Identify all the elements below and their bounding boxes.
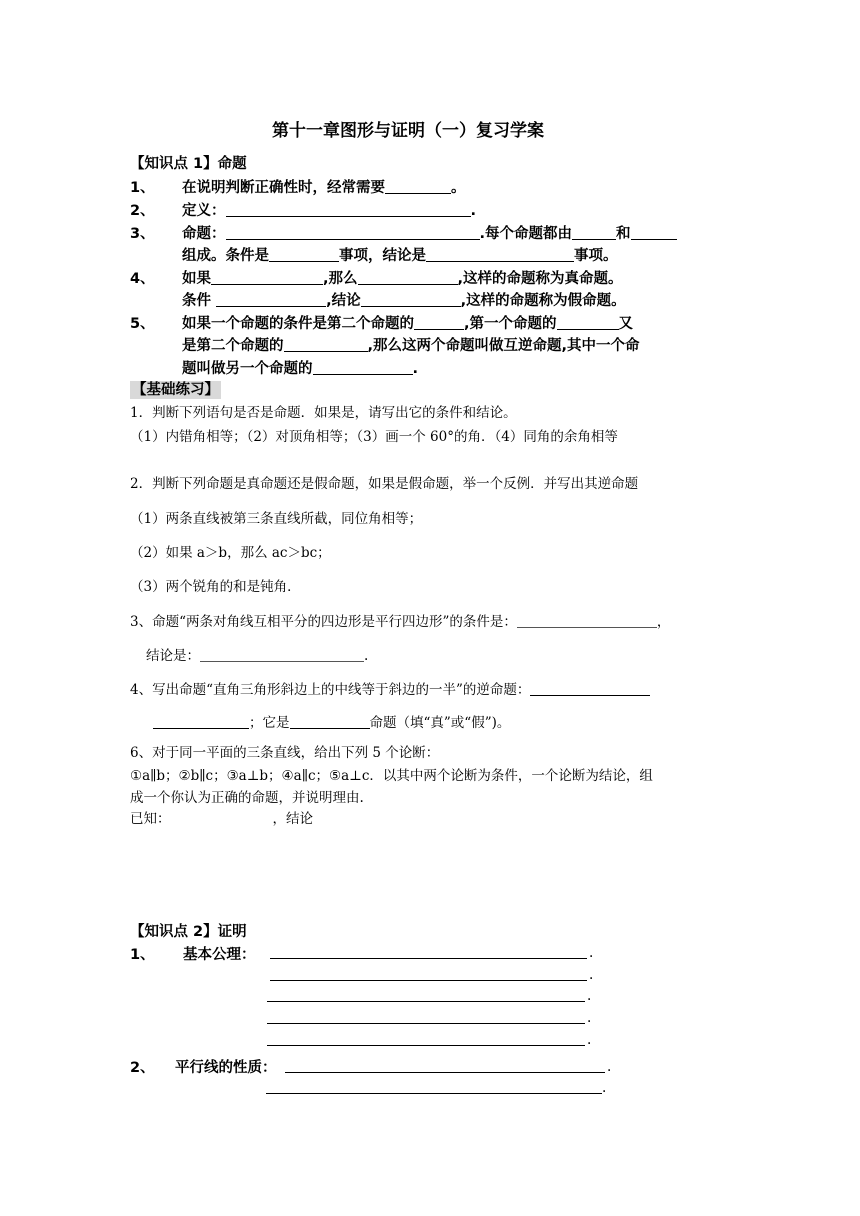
item-text: 条件 — [182, 293, 217, 309]
question-2-part-3: （3）两个锐角的和是钝角． — [130, 579, 301, 595]
question-3-line-2 — [146, 644, 368, 664]
fill-blank[interactable] — [530, 681, 650, 696]
item-text: 在说明判断正确性时，经常需要 — [182, 180, 385, 196]
s1-item-5-cont2 — [182, 357, 418, 378]
item-text: ,第一个命题的 — [464, 316, 557, 332]
question-1: 1．判断下列语句是否是命题．如果是，请写出它的条件和结论。 — [130, 405, 517, 421]
question-4-line-2 — [153, 711, 510, 731]
question-3-line-1 — [130, 610, 670, 630]
question-1-options: （1）内错角相等；（2）对顶角相等；（3）画一个 60°的角．（4）同角的余角相等 — [130, 429, 618, 445]
conclusion-label: ，结论 — [272, 811, 313, 827]
s1-item-2 — [130, 199, 477, 220]
answer-line[interactable] — [270, 980, 587, 981]
fill-blank[interactable] — [572, 225, 616, 240]
question-6-line-1: ①a∥b；②b∥c；③a⊥b；④a∥c；⑤a⊥c．以其中两个论断为条件，一个论断为结论，组 — [130, 768, 653, 784]
fill-blank[interactable] — [358, 270, 458, 285]
fill-blank[interactable] — [426, 247, 574, 262]
answer-line[interactable] — [267, 1023, 585, 1024]
parallel-properties-label: 平行线的性质： — [175, 1060, 277, 1076]
item-text: 又 — [618, 316, 634, 332]
item-number: 2、 — [130, 203, 155, 219]
item-number: 1、 — [130, 947, 155, 963]
basic-axioms-label: 基本公理： — [183, 947, 256, 963]
question-text: ， — [656, 614, 671, 630]
section1-header: 【知识点 1】命题 — [130, 156, 247, 172]
fill-blank[interactable] — [216, 292, 326, 307]
item-text: 命题： — [182, 226, 226, 242]
question-text: 3、命题“两条对角线互相平分的四边形是平行四边形”的条件是： — [130, 614, 517, 630]
answer-line[interactable] — [266, 1093, 602, 1094]
fill-blank[interactable] — [290, 714, 370, 729]
s1-item-4 — [130, 267, 623, 288]
line-end-period: . — [607, 1059, 612, 1075]
fill-blank[interactable] — [226, 202, 471, 217]
question-6-line-2: 成一个你认为正确的命题，并说明理由. — [130, 790, 364, 806]
question-4-line-1 — [130, 678, 650, 698]
item-text: ,那么 — [323, 271, 358, 287]
item-text: 事项，结论是 — [339, 248, 426, 264]
line-end-period: . — [589, 967, 594, 983]
fill-blank[interactable] — [385, 179, 451, 194]
question-2-part-1: （1）两条直线被第三条直线所截，同位角相等； — [130, 511, 423, 527]
fill-blank[interactable] — [269, 247, 339, 262]
s2-item-2 — [130, 1056, 277, 1077]
item-text: 如果 — [182, 271, 211, 287]
line-end-period: . — [587, 988, 592, 1004]
item-number: 3、 — [130, 226, 155, 242]
line-end-period: . — [587, 1010, 592, 1026]
item-text: ,那么这两个命题叫做互逆命题,其中一个命 — [367, 338, 640, 354]
item-text: . — [470, 203, 477, 219]
s1-item-5 — [130, 312, 634, 333]
fill-blank[interactable] — [517, 613, 657, 628]
fill-blank[interactable] — [631, 225, 677, 240]
question-6-known — [130, 807, 313, 827]
practice-header — [130, 378, 221, 399]
answer-line[interactable] — [285, 1072, 605, 1073]
practice-header-text: 【基础练习】 — [132, 382, 219, 398]
question-2-part-2: （2）如果 a＞b，那么 ac＞bc； — [130, 545, 331, 561]
item-number: 2、 — [130, 1060, 155, 1076]
question-text: 结论是： — [146, 648, 200, 664]
item-text: .每个命题都由 — [479, 226, 573, 242]
s1-item-3-cont — [182, 244, 618, 265]
s1-item-4-cont — [182, 289, 626, 310]
item-text: 和 — [616, 226, 631, 242]
item-text: 事项。 — [574, 248, 618, 264]
item-number: 4、 — [130, 271, 155, 287]
fill-blank[interactable] — [153, 714, 249, 729]
item-number: 1、 — [130, 180, 155, 196]
s1-item-5-cont1 — [182, 334, 640, 355]
question-text: ；它是 — [249, 715, 290, 731]
question-6: 6、对于同一平面的三条直线，给出下列 5 个论断： — [130, 745, 440, 761]
answer-line[interactable] — [267, 1045, 585, 1046]
question-text: 4、写出命题“直角三角形斜边上的中线等于斜边的一半”的逆命题： — [130, 682, 531, 698]
line-end-period: . — [587, 1032, 592, 1048]
known-label: 已知： — [130, 811, 171, 827]
item-text: ,结论 — [326, 293, 361, 309]
fill-blank[interactable] — [211, 270, 323, 285]
fill-blank[interactable] — [414, 315, 464, 330]
fill-blank[interactable] — [200, 647, 364, 662]
item-text: ,这样的命题称为假命题。 — [460, 293, 626, 309]
line-end-period: . — [602, 1080, 607, 1096]
line-end-period: . — [589, 945, 594, 961]
fill-blank[interactable] — [284, 337, 368, 352]
question-2: 2．判断下列命题是真命题还是假命题，如果是假命题，举一个反例．并写出其逆命题 — [130, 476, 639, 492]
s1-item-1 — [130, 176, 466, 197]
fill-blank[interactable] — [361, 292, 461, 307]
s1-item-3 — [130, 222, 631, 243]
item-text: . — [412, 361, 419, 377]
fill-blank[interactable] — [313, 360, 413, 375]
answer-line[interactable] — [267, 1001, 585, 1002]
item-number: 5、 — [130, 316, 155, 332]
page-title: 第十一章图形与证明（一）复习学案 — [272, 121, 544, 141]
question-text: . — [364, 648, 369, 664]
item-text: 定义： — [182, 203, 226, 219]
section2-header: 【知识点 2】证明 — [130, 924, 247, 940]
answer-line[interactable] — [270, 958, 587, 959]
question-text: 命题（填“真”或“假”)。 — [369, 715, 511, 731]
item-text: 组成。条件是 — [182, 248, 269, 264]
item-text: 题叫做另一个命题的 — [182, 361, 313, 377]
fill-blank[interactable] — [226, 225, 480, 240]
item-text: ,这样的命题称为真命题。 — [457, 271, 623, 287]
item-text: 如果一个命题的条件是第二个命题的 — [182, 316, 414, 332]
fill-blank[interactable] — [557, 315, 619, 330]
item-text: 。 — [451, 180, 466, 196]
item-text: 是第二个命题的 — [182, 338, 284, 354]
s2-item-1 — [130, 943, 256, 964]
